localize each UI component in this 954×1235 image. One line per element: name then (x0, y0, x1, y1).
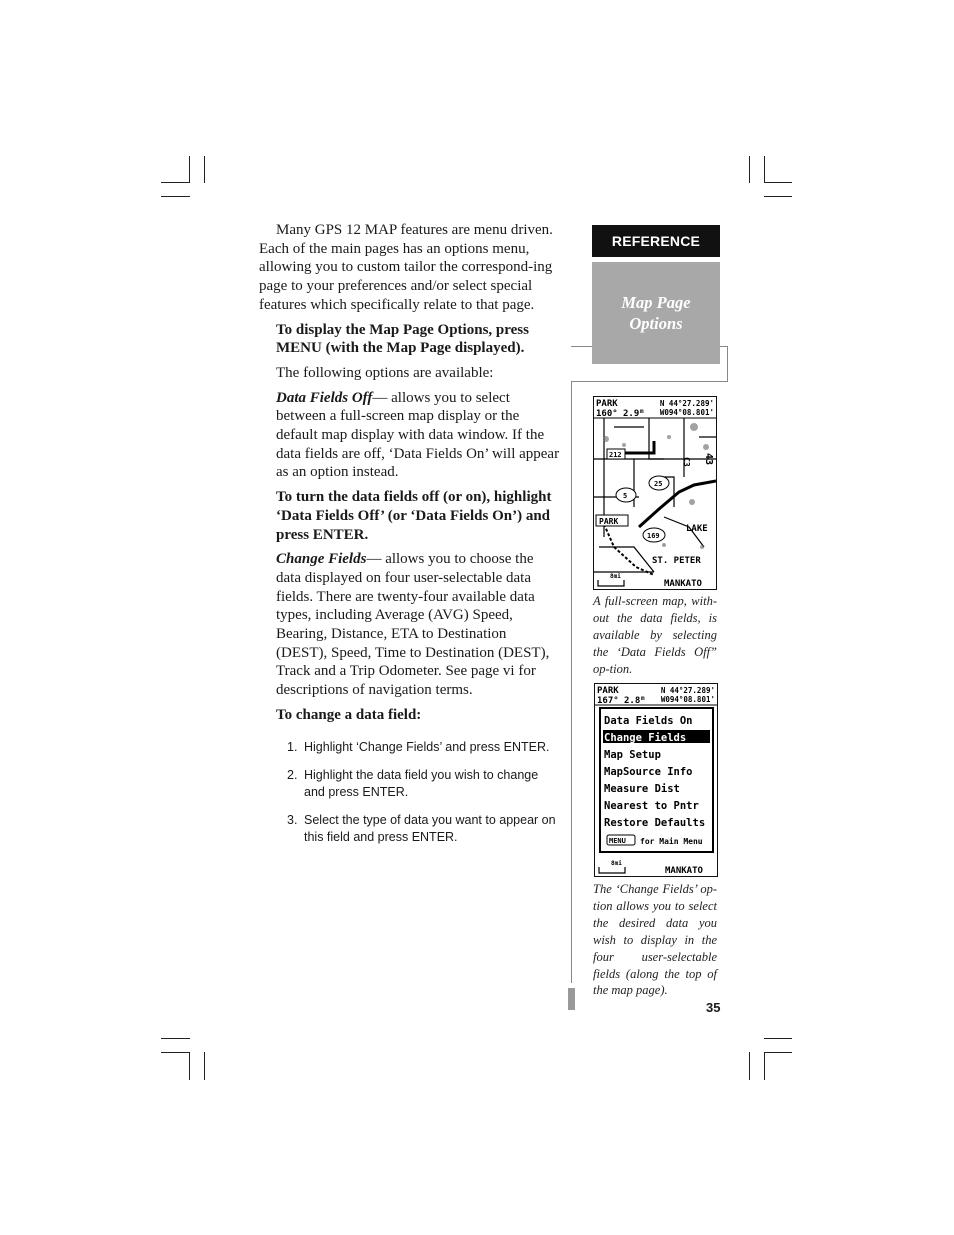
speed-unit: m (640, 408, 644, 415)
gps-map-screenshot (593, 396, 717, 590)
menu-item-map-setup: Map Setup (604, 749, 661, 761)
change-fields-term: Change Fields (276, 551, 367, 568)
main-text-column (259, 221, 561, 857)
menu-item-restore-defaults: Restore Defaults (604, 817, 706, 829)
latitude: N 44°27.289' (659, 399, 714, 408)
figure-caption-1: A full-screen map, with-out the data fields, is available by selecting the ‘Data Fields Off” op-tion. (593, 594, 717, 676)
place-label: MANKATO (664, 579, 702, 589)
list-item: 2. Highlight the data field you wish to change and press ENTER. (287, 767, 539, 799)
map-scale: 8mi (610, 573, 621, 580)
county-road-label: C3 (682, 457, 691, 467)
menu-item-change-fields: Change Fields (604, 732, 687, 744)
place-label: PARK (599, 517, 619, 526)
steps-list (276, 739, 561, 846)
data-fields-off-term: Data Fields Off (276, 389, 373, 406)
route-shield: 212 (609, 451, 622, 459)
page-number: 35 (706, 1000, 721, 1015)
mode-label: PARK (597, 686, 619, 696)
latitude: N 44°27.289' (660, 686, 715, 695)
speed-unit: m (641, 695, 645, 702)
reference-tab: REFERENCE (592, 225, 720, 257)
longitude: W094°08.801' (660, 695, 715, 704)
route-shield: 5 (623, 492, 628, 500)
toggle-instruction: To turn the data fields off (or on), highlight ‘Data Fields Off’ (or ‘Data Fields On’) and press ENTER. (276, 489, 552, 543)
display-instruction: To display the Map Page Options, press MENU (with the Map Page displayed). (276, 321, 529, 357)
place-label: LAKE (686, 524, 708, 534)
menu-item-mapsource-info: MapSource Info (604, 766, 693, 778)
scale-bar (599, 867, 625, 873)
following-text: The following options are available: (276, 364, 494, 381)
place-label: MANKATO (665, 866, 703, 876)
menu-item-nearest-to-pntr: Nearest to Pntr (604, 800, 699, 812)
options-menu-box (600, 708, 713, 852)
data-fields-off-desc: — allows you to select between a full-screen map display or the default map display with data window. If the data fields are off, ‘Data Fields On’ will appear as an option instead. (276, 389, 560, 481)
speed-value: 2.8 (624, 696, 641, 706)
heading-value: 167° (597, 696, 619, 706)
intro-paragraph: Many GPS 12 MAP features are menu driven. Each of the main pages has an options menu, allowing you to custom tailor the correspond-ing page to your preferences and/or select special features which specifically relate to that page. (259, 222, 553, 313)
change-heading: To change a data field: (276, 706, 422, 723)
scale-bar (598, 580, 624, 586)
list-item: 1. Highlight ‘Change Fields’ and press ENTER. (287, 739, 550, 754)
section-title-line2: Options (629, 314, 683, 333)
menu-item-measure-dist: Measure Dist (604, 783, 680, 795)
change-fields-desc: — allows you to choose the data displayed on four user-selectable data fields. There are twenty-four available data types, including Average (AVG) Speed, Bearing, Distance, ETA to Destination (DEST), Speed, Time to Destination (DEST), Track and a Trip Odometer. See page vi for descriptions of navigation terms. (276, 551, 550, 699)
map-scale: 8mi (611, 860, 622, 867)
section-title-tab (592, 262, 720, 364)
longitude: W094°08.801' (659, 408, 714, 417)
highway-label: 43 (703, 453, 714, 466)
place-label: ST. PETER (652, 556, 701, 566)
menu-key-label: MENU (609, 837, 626, 845)
heading-value: 160° (596, 409, 618, 419)
route-shield: 169 (647, 532, 660, 540)
menu-item-data-fields-on: Data Fields On (604, 715, 693, 727)
menu-footer-text: for Main Menu (640, 837, 703, 846)
list-item: 3. Select the type of data you want to appear on this field and press ENTER. (287, 812, 556, 844)
section-title-line1: Map Page (621, 293, 691, 312)
speed-value: 2.9 (623, 409, 640, 419)
gps-menu-screenshot (594, 683, 718, 877)
change-fields-paragraph (276, 550, 561, 700)
mode-label: PARK (596, 399, 618, 409)
route-shield: 25 (654, 480, 663, 488)
figure-caption-2: The ‘Change Fields’ op-tion allows you to select the desired data you wish to display in the four user-selectable fields (along the top of the map page). (593, 882, 717, 998)
data-fields-off-paragraph (276, 389, 561, 483)
